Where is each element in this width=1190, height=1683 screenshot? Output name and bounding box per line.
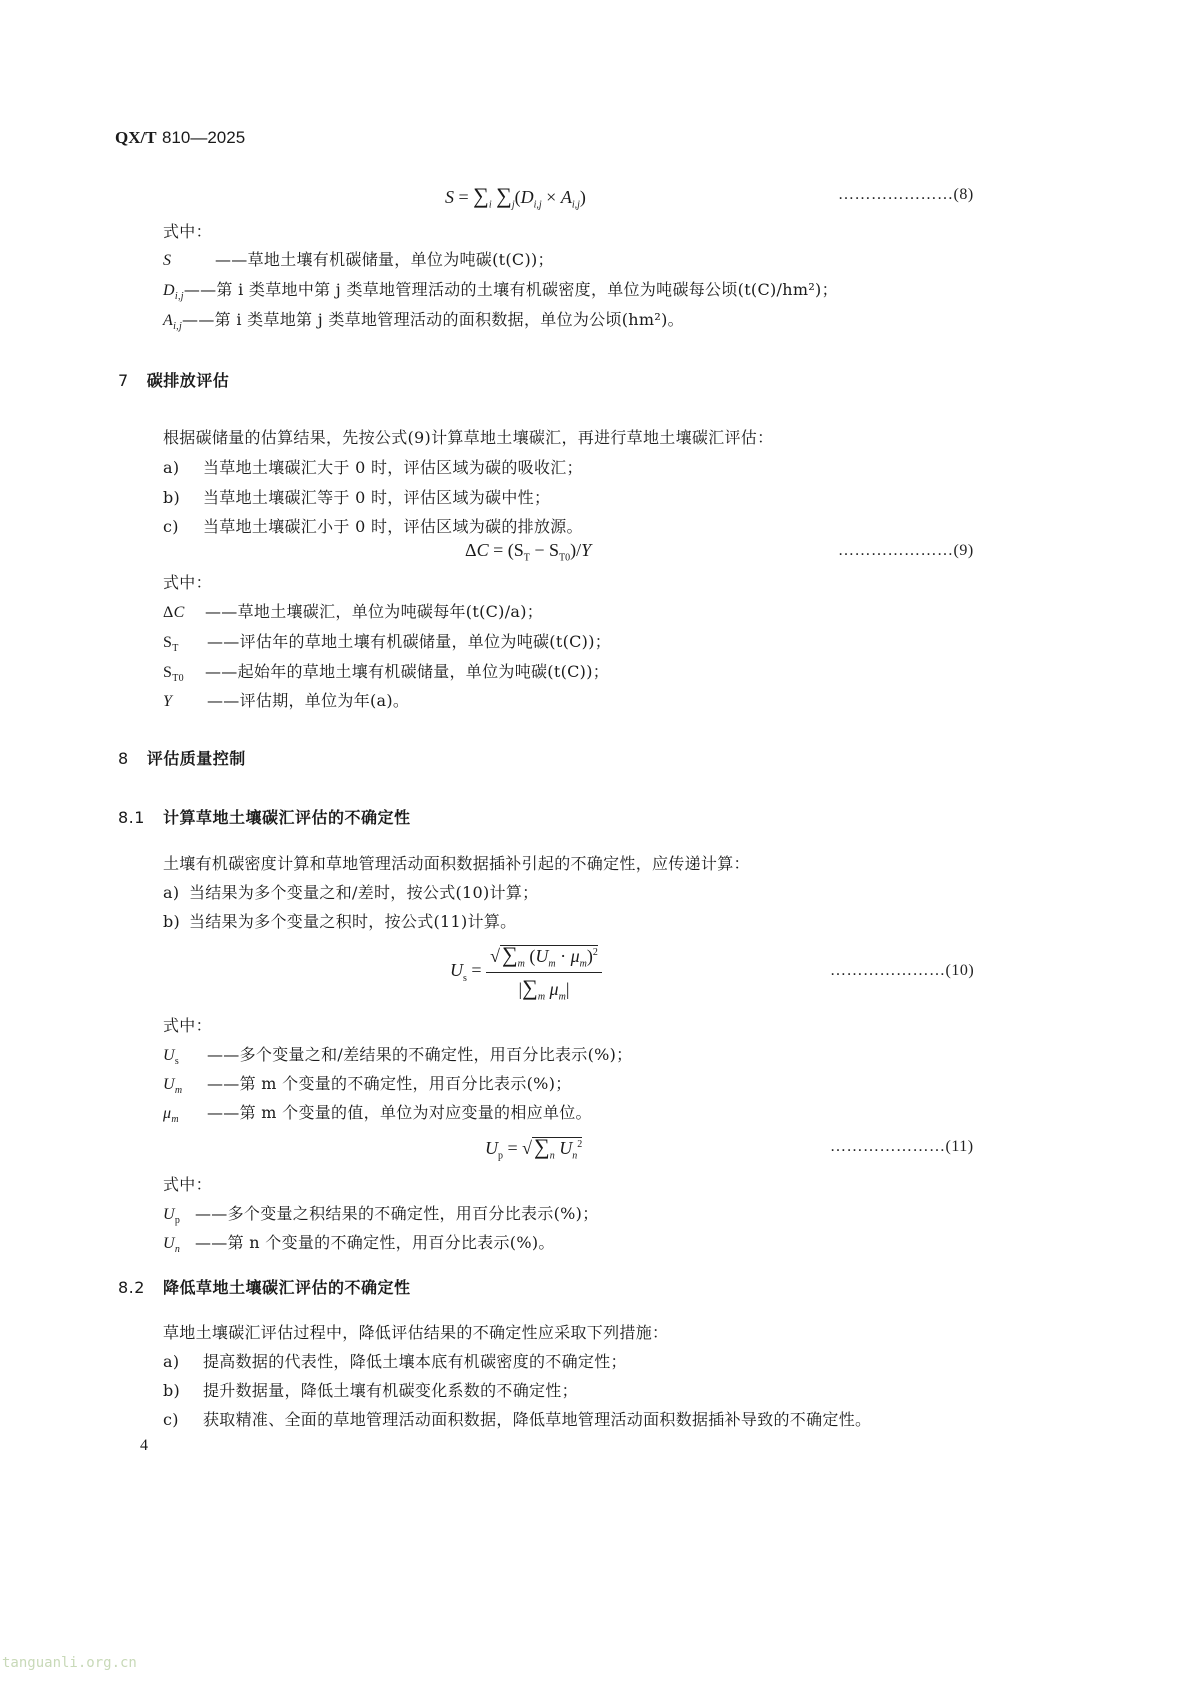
definition-Us: $U_s$ ——多个变量之和/差结果的不确定性，用百分比表示(%)； (163, 1045, 633, 1068)
where-label: 式中： (163, 1016, 212, 1035)
standard-prefix: QX/T (115, 128, 157, 147)
formula-8-number: …………………(8) (838, 186, 974, 203)
where-label: 式中： (163, 1175, 212, 1194)
page-number: 4 (140, 1437, 148, 1454)
list-item: a) 当草地土壤碳汇大于 0 时，评估区域为碳的吸收汇； (163, 458, 583, 477)
formula-9: $\Delta C = (S_T - S_{T0})/Y$ (465, 540, 592, 564)
formula-10-number: …………………(10) (830, 962, 975, 979)
definition-Aij: $A_{i,j}——$第 i 类草地第 j 类草地管理活动的面积数据，单位为公顷(hm²)。 (163, 310, 684, 333)
section-8-1-intro: 土壤有机碳密度计算和草地管理活动面积数据插补引起的不确定性，应传递计算： (163, 854, 750, 873)
definition-Dij: $D_{i,j}——$第 i 类草地中第 j 类草地管理活动的土壤有机碳密度，单位为吨碳每公顷(t(C)/hm²)； (163, 280, 838, 303)
formula-11-number: …………………(11) (830, 1138, 974, 1155)
section-8-2-heading: 8.2 降低草地土壤碳汇评估的不确定性 (118, 1278, 411, 1297)
formula-10: $U_s$ = $\frac{√\sum_m (U_m \cdot \mu_m)^2}{|\sum_m \mu_m|}$ (450, 942, 602, 1002)
list-item: a) 当结果为多个变量之和/差时，按公式(10)计算； (163, 883, 539, 902)
definition-Un: $U_n$ ——第 n 个变量的不确定性，用百分比表示(%)。 (163, 1233, 555, 1256)
section-7-heading: 7 碳排放评估 (118, 371, 230, 390)
formula-8: $S = \sum_i$ $\sum_j(D_{i,j} \times A_{i,j})$ (445, 183, 586, 211)
list-item: b) 提升数据量，降低土壤有机碳变化系数的不确定性； (163, 1381, 578, 1400)
list-item: c) 获取精准、全面的草地管理活动面积数据，降低草地管理活动面积数据插补导致的不确定性。 (163, 1410, 872, 1429)
list-item: b) 当草地土壤碳汇等于 0 时，评估区域为碳中性； (163, 488, 551, 507)
section-8-heading: 8 评估质量控制 (118, 749, 246, 768)
standard-code (115, 128, 245, 148)
definition-ST: $S_T$ ——评估年的草地土壤有机碳储量，单位为吨碳(t(C))； (163, 632, 612, 655)
formula-11: $U_p = √\sum_n$ $U_n^2$ (485, 1134, 583, 1162)
section-8-2-intro: 草地土壤碳汇评估过程中，降低评估结果的不确定性应采取下列措施： (163, 1323, 669, 1342)
list-item: c) 当草地土壤碳汇小于 0 时，评估区域为碳的排放源。 (163, 517, 583, 536)
list-item: a) 提高数据的代表性，降低土壤本底有机碳密度的不确定性； (163, 1352, 627, 1371)
definition-deltaC: ΔC ——草地土壤碳汇，单位为吨碳每年(t(C)/a)； (163, 602, 544, 621)
definition-S: S ——草地土壤有机碳储量，单位为吨碳(t(C))； (163, 250, 554, 269)
where-label: 式中： (163, 222, 212, 241)
watermark: tanguanli.org.cn (2, 1655, 137, 1671)
definition-Up: $U_p$ ——多个变量之积结果的不确定性，用百分比表示(%)； (163, 1204, 599, 1227)
section-7-intro: 根据碳储量的估算结果，先按公式(9)计算草地土壤碳汇，再进行草地土壤碳汇评估： (163, 428, 774, 447)
definition-Um: $U_m$ ——第 m 个变量的不确定性，用百分比表示(%)； (163, 1074, 572, 1097)
where-label: 式中： (163, 573, 212, 592)
definition-ST0: $S_{T0}$ ——起始年的草地土壤有机碳储量，单位为吨碳(t(C))； (163, 662, 610, 685)
standard-number: 810—2025 (161, 128, 246, 147)
section-8-1-heading: 8.1 计算草地土壤碳汇评估的不确定性 (118, 808, 411, 827)
definition-Y: Y ——评估期，单位为年(a)。 (163, 691, 410, 710)
list-item: b) 当结果为多个变量之积时，按公式(11)计算。 (163, 912, 517, 931)
formula-9-number: …………………(9) (838, 542, 974, 559)
definition-mu-m: $\mu_m$ ——第 m 个变量的值，单位为对应变量的相应单位。 (163, 1103, 592, 1126)
